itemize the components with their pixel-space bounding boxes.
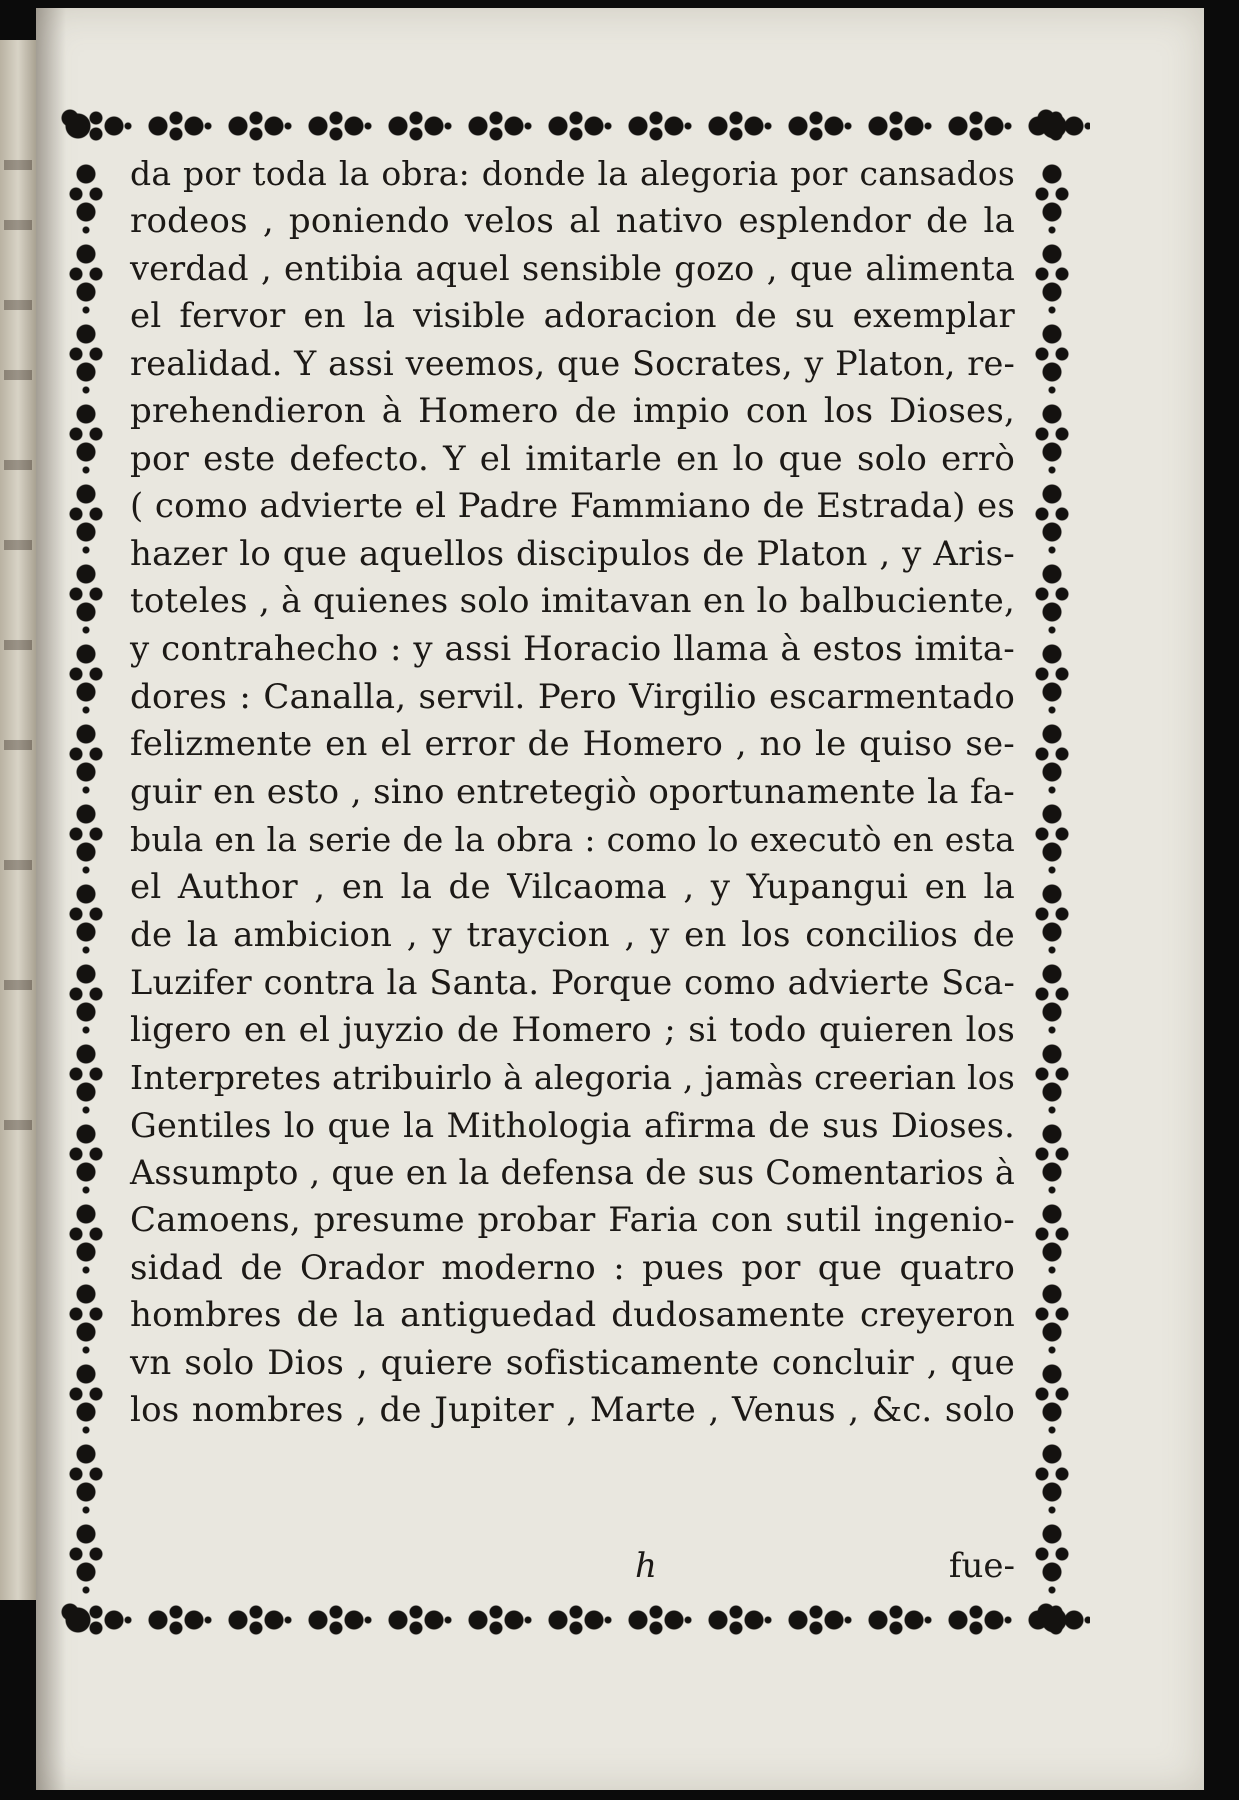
facing-text-fragment xyxy=(4,300,32,310)
text-line: toteles , à quienes solo imitavan en lo balbuciente, xyxy=(130,581,1015,622)
facing-page-edge xyxy=(0,40,36,1600)
text-line: el fervor en la visible adoracion de su exemplar xyxy=(130,295,1015,336)
text-line: el Author , en la de Vilcaoma , y Yupangui en la xyxy=(130,866,1015,907)
ornament-border-left xyxy=(64,160,108,1600)
page-footer xyxy=(130,1546,1015,1594)
text-line: Assumpto , que en la defensa de sus Comentarios à xyxy=(130,1153,1015,1193)
facing-text-fragment xyxy=(4,540,32,550)
text-line: Interpretes atribuirlo à alegoria , jamàs creerian los xyxy=(130,1058,1015,1098)
gutter-shadow xyxy=(36,8,66,1790)
text-line: Luzifer contra la Santa. Porque como advierte Sca- xyxy=(130,963,1015,1003)
facing-text-fragment xyxy=(4,740,32,750)
text-line: vn solo Dios , quiere sofisticamente concluir , que xyxy=(130,1342,1015,1383)
signature-mark: h xyxy=(635,1546,657,1586)
text-line: Gentiles lo que la Mithologia afirma de sus Dioses. xyxy=(130,1105,1015,1145)
ornament-border-bottom xyxy=(60,1598,1090,1642)
text-line: los nombres , de Jupiter , Marte , Venus , &c. solo xyxy=(130,1390,1015,1431)
text-line: Camoens, presume probar Faria con sutil ingenio- xyxy=(130,1200,1015,1241)
facing-text-fragment xyxy=(4,460,32,470)
corner-ornament xyxy=(1034,106,1074,146)
text-line: guir en esto , sino entretegiò oportunamente la fa- xyxy=(130,771,1015,812)
text-line: ligero en el juyzio de Homero ; si todo quieren los xyxy=(130,1009,1015,1050)
text-line: bula en la serie de la obra : como lo executò en esta xyxy=(130,820,1015,860)
facing-text-fragment xyxy=(4,160,32,170)
text-line: sidad de Orador moderno : pues por que quatro xyxy=(130,1247,1015,1288)
facing-text-fragment xyxy=(4,220,32,230)
facing-text-fragment xyxy=(4,370,32,380)
text-line: hombres de la antiguedad dudosamente creyeron xyxy=(130,1295,1015,1336)
text-line: da por toda la obra: donde la alegoria por cansados xyxy=(130,154,1015,193)
text-line: de la ambicion , y traycion , y en los concilios de xyxy=(130,914,1015,955)
text-line: hazer lo que aquellos discipulos de Platon , y Aris- xyxy=(130,533,1015,574)
text-line: verdad , entibia aquel sensible gozo , que alimenta xyxy=(130,249,1015,289)
facing-text-fragment xyxy=(4,640,32,650)
text-line: prehendieron à Homero de impio con los Dioses, xyxy=(130,390,1015,431)
corner-ornament xyxy=(58,1600,98,1640)
ornament-border-top xyxy=(60,104,1090,148)
text-line: por este defecto. Y el imitarle en lo que solo errò xyxy=(130,438,1015,479)
corner-ornament xyxy=(58,106,98,146)
facing-text-fragment xyxy=(4,860,32,870)
facing-text-fragment xyxy=(4,980,32,990)
text-line: y contrahecho : y assi Horacio llama à estos imita- xyxy=(130,628,1015,669)
text-line: ( como advierte el Padre Fammiano de Estrada) es xyxy=(130,486,1015,527)
text-line: rodeos , poniendo velos al nativo esplendor de la xyxy=(130,200,1015,241)
text-line: dores : Canalla, servil. Pero Virgilio escarmentado xyxy=(130,676,1015,717)
catchword: fue- xyxy=(948,1546,1015,1586)
facing-text-fragment xyxy=(4,1120,32,1130)
body-text xyxy=(130,150,1015,1435)
text-line: felizmente en el error de Homero , no le quiso se- xyxy=(130,724,1015,765)
ornament-border-right xyxy=(1030,160,1074,1600)
text-line: realidad. Y assi veemos, que Socrates, y Platon, re- xyxy=(130,344,1015,384)
corner-ornament xyxy=(1034,1600,1074,1640)
